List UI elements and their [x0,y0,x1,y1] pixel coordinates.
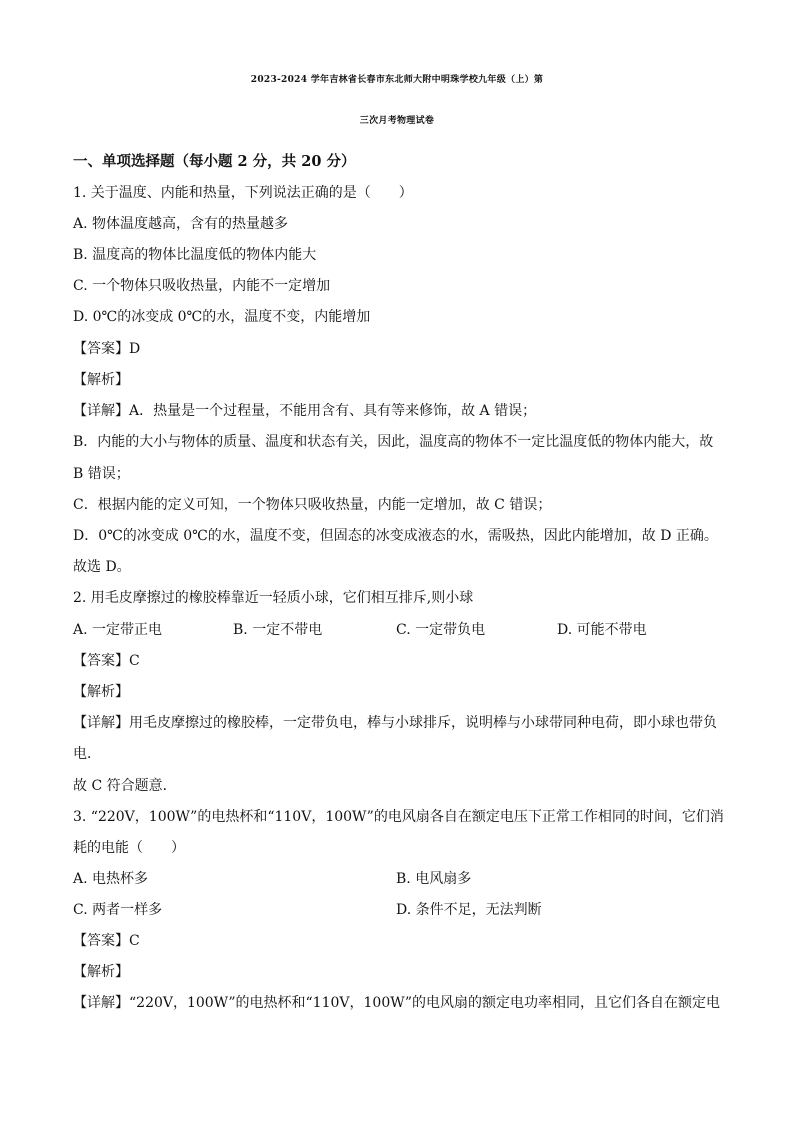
q1-option-d: D. 0℃的冰变成 0℃的水，温度不变，内能增加 [73,309,371,325]
document-title-line-1: 2023-2024 学年吉林省长春市东北师大附中明珠学校九年级（上）第 [250,75,544,85]
q1-stem: 1. 关于温度、内能和热量，下列说法正确的是（ ） [73,185,413,201]
q1-option-c: C. 一个物体只吸收热量，内能不一定增加 [73,278,331,294]
q3-option-d: D. 条件不足，无法判断 [396,902,542,918]
q2-detail-line: 电． [73,746,101,762]
q3-option-b: B. 电风扇多 [396,871,472,887]
q2-option-a: A. 一定带正电 [73,622,163,638]
q3-stem-line-1: 3. “220V，100W”的电热杯和“110V，100W”的电风扇各自在额定电压下正常工作相同的时间，它们消 [73,809,724,825]
q1-detail-line: C．根据内能的定义可知，一个物体只吸收热量，内能一定增加，故 C 错误； [73,497,552,513]
q2-answer: 【答案】C [73,653,140,669]
q2-option-d: D. 可能不带电 [557,622,647,638]
q3-option-c: C. 两者一样多 [73,902,163,918]
q1-detail-line: B．内能的大小与物体的质量、温度和状态有关，因此，温度高的物体不一定比温度低的物体内能大，故 [73,434,714,450]
q2-option-c: C. 一定带负电 [396,622,486,638]
section-heading: 一、单项选择题（每小题 2 分，共 20 分） [73,153,356,170]
q1-option-a: A. 物体温度越高，含有的热量越多 [73,216,289,232]
q1-detail-line: D．0℃的冰变成 0℃的水，温度不变，但固态的冰变成液态的水，需吸热，因此内能增加，故 D 正确。 [73,528,718,544]
q1-analysis-label: 【解析】 [73,372,129,388]
q1-detail-line: 故选 D。 [73,559,131,575]
q3-analysis-label: 【解析】 [73,964,129,980]
q2-detail-line: 故 C 符合题意． [73,778,177,794]
q1-detail-line: B 错误； [73,466,130,482]
q2-detail-line: 【详解】用毛皮摩擦过的橡胶棒，一定带负电，棒与小球排斥，说明棒与小球带同种电荷，即小球也带负 [73,715,717,731]
q3-stem-line-2: 耗的电能（ ） [73,840,185,856]
q3-option-a: A. 电热杯多 [73,871,149,887]
q1-option-b: B. 温度高的物体比温度低的物体内能大 [73,247,317,263]
q1-detail-line: 【详解】A．热量是一个过程量，不能用含有、具有等来修饰，故 A 错误； [73,403,537,419]
q3-detail-line: 【详解】“220V，100W”的电热杯和“110V，100W”的电风扇的额定电功率相同，且它们各自在额定电 [73,995,721,1011]
q1-answer: 【答案】D [73,341,141,357]
document-title-line-2: 三次月考物理试卷 [359,116,435,126]
q2-option-b: B. 一定不带电 [233,622,323,638]
q3-answer: 【答案】C [73,933,140,949]
q2-stem: 2. 用毛皮摩擦过的橡胶棒靠近一轻质小球，它们相互排斥,则小球 [73,590,474,606]
q2-analysis-label: 【解析】 [73,684,129,700]
